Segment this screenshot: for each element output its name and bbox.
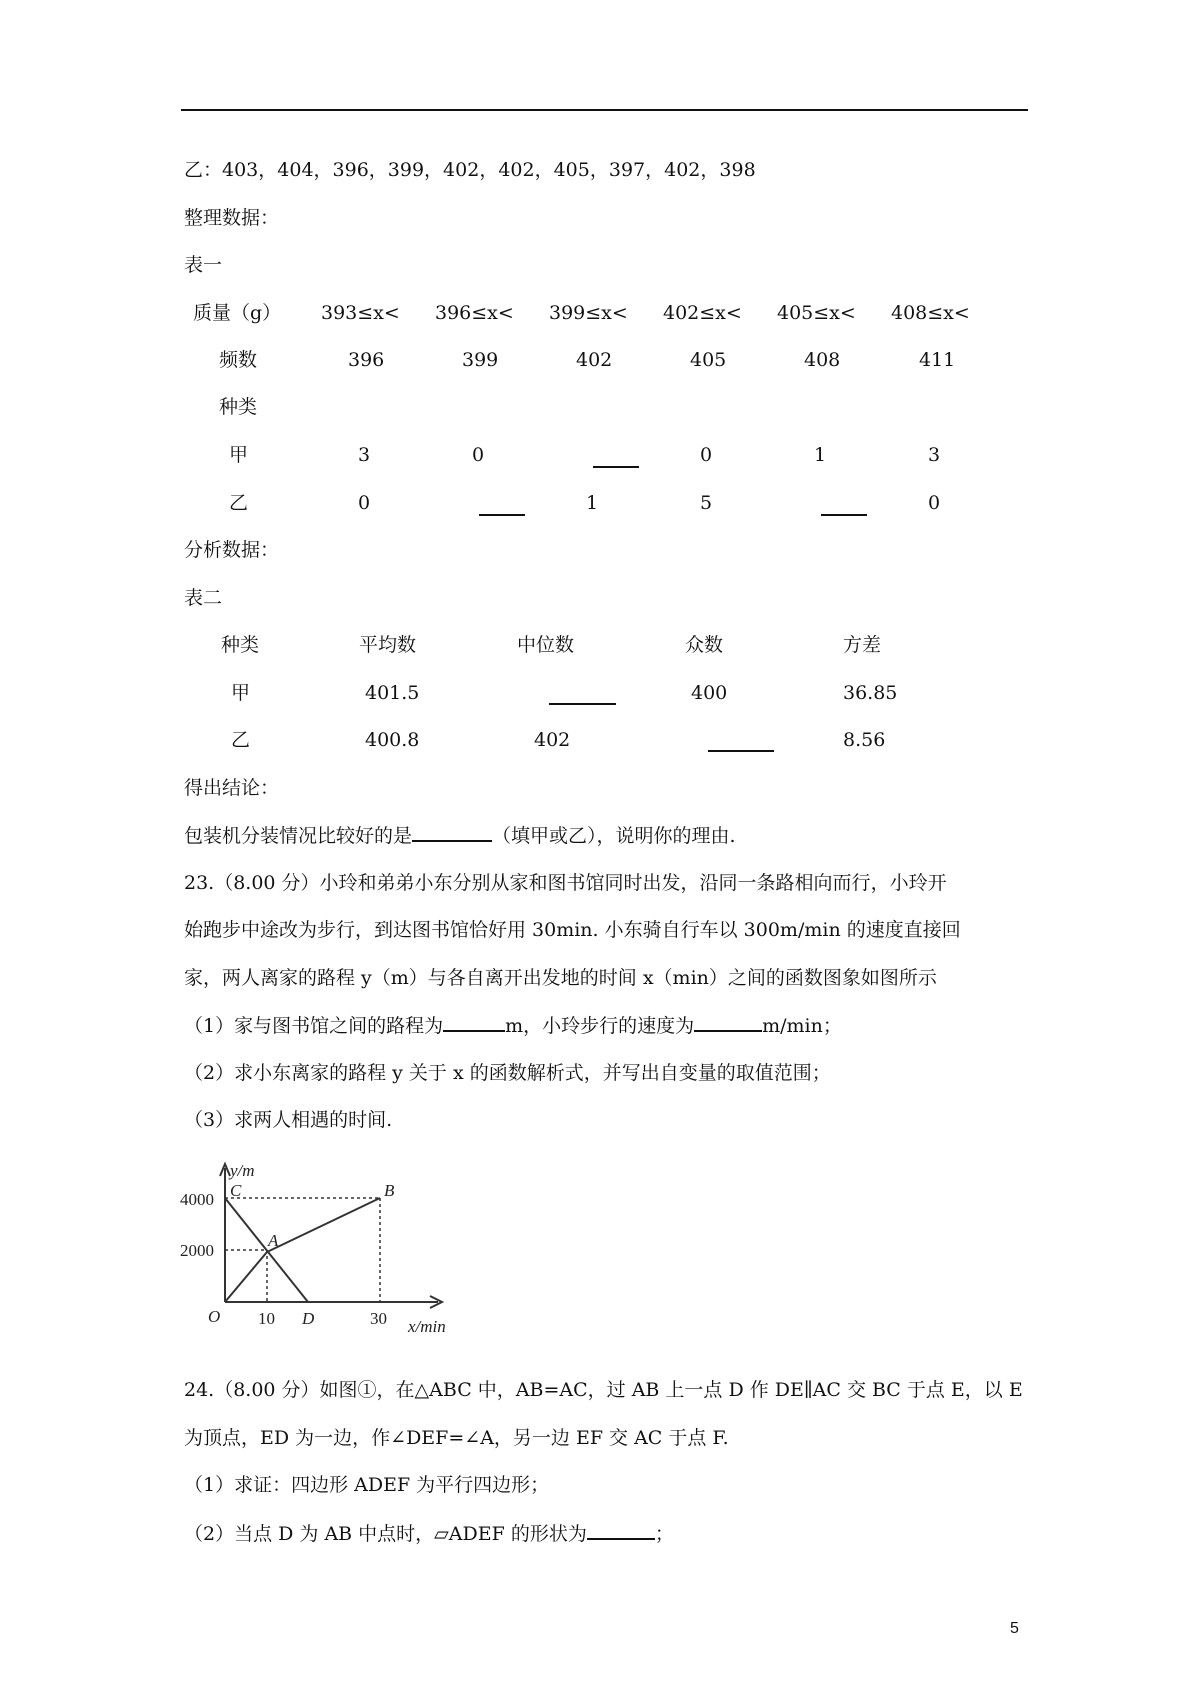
q24-part2-text: ；: [654, 1523, 674, 1545]
q23-part3: （3）求两人相遇的时间.: [184, 1109, 393, 1131]
header-rule: [181, 109, 1028, 111]
q23-text-line: 家，两人离家的路程 y（m）与各自离开出发地的时间 x（min）之间的函数图象如图所示: [184, 967, 937, 989]
point-a-label: A: [268, 1231, 279, 1250]
table1-range-top: 396≤x<: [435, 302, 514, 324]
table1-range-bottom: 405: [690, 349, 727, 371]
yi-data-line: 乙：403，404，396，399，402，402，405，397，402，398: [184, 159, 756, 181]
table1-range-bottom: 411: [919, 349, 956, 371]
table2-answer-blank[interactable]: [549, 703, 616, 705]
table2-header: 种类: [221, 634, 260, 656]
page-number: 5: [1010, 1620, 1019, 1637]
table2-header: 众数: [685, 634, 724, 656]
table1-cell: 1: [586, 492, 599, 514]
table2-header: 方差: [843, 634, 882, 656]
q23-answer-blank[interactable]: [443, 1012, 505, 1032]
table1-cell: 3: [358, 444, 371, 466]
q23-figure: [180, 1150, 480, 1340]
table1-title: 表一: [184, 254, 223, 276]
q24-part1: （1）求证：四边形 ADEF 为平行四边形；: [184, 1474, 550, 1496]
table2-row-name: 甲: [231, 682, 251, 704]
q23-part1-text: m，小玲步行的速度为: [505, 1015, 695, 1037]
table2-cell: 401.5: [365, 682, 420, 704]
table1-row-name: 乙: [229, 492, 249, 514]
q23-text-line: 始跑步中途改为步行，到达图书馆恰好用 30min. 小东骑自行车以 300m/min 的速度直接回: [184, 919, 961, 941]
table2-cell: 400: [691, 682, 728, 704]
q24-text-line: 24.（8.00 分）如图①，在△ABC 中，AB=AC，过 AB 上一点 D 作 DE∥AC 交 BC 于点 E，以 E: [184, 1379, 1023, 1401]
table2-row-name: 乙: [231, 729, 251, 751]
table2-cell: 400.8: [365, 729, 420, 751]
table1-range-top: 393≤x<: [321, 302, 400, 324]
q23-part1-text: （1）家与图书馆之间的路程为: [184, 1015, 444, 1037]
table2-header: 平均数: [359, 634, 417, 656]
point-o-label: O: [208, 1307, 221, 1326]
q23-part2: （2）求小东离家的路程 y 关于 x 的函数解析式，并写出自变量的取值范围；: [184, 1062, 831, 1084]
table2-cell: 8.56: [843, 729, 886, 751]
table2-header: 中位数: [517, 634, 575, 656]
table1-cell: 5: [700, 492, 713, 514]
table1-cell: 0: [928, 492, 941, 514]
x-tick: 10: [258, 1309, 275, 1328]
table2-title: 表二: [184, 587, 223, 609]
organize-heading: 整理数据：: [184, 207, 280, 229]
table1-range-bottom: 402: [576, 349, 613, 371]
q23-text-line: 23.（8.00 分）小玲和弟弟小东分别从家和图书馆同时出发，沿同一条路相向而行，小玲开: [184, 872, 947, 894]
table1-row-name: 甲: [229, 444, 249, 466]
q24-part2: [184, 1520, 674, 1547]
q24-answer-blank[interactable]: [587, 1520, 655, 1540]
q24-part2-text: （2）当点 D 为 AB 中点时，▱ADEF 的形状为: [184, 1523, 587, 1545]
analyze-heading: 分析数据：: [184, 539, 280, 561]
table1-kind-label: 种类: [219, 396, 258, 418]
table1-range-top: 408≤x<: [891, 302, 970, 324]
point-b-label: B: [384, 1181, 395, 1200]
table1-range-top: 402≤x<: [663, 302, 742, 324]
table1-cell: 0: [358, 492, 371, 514]
table1-range-bottom: 396: [348, 349, 385, 371]
y-axis-label: y/m: [230, 1161, 255, 1180]
table1-answer-blank[interactable]: [479, 514, 525, 516]
y-tick: 2000: [180, 1241, 214, 1260]
q22-conclusion-line: [184, 822, 736, 849]
table1-cell: 0: [472, 444, 485, 466]
table1-freq-label: 频数: [219, 349, 258, 371]
table1-cell: 3: [928, 444, 941, 466]
table1-cell: 0: [700, 444, 713, 466]
table1-range-bottom: 408: [804, 349, 841, 371]
table1-range-top: 399≤x<: [549, 302, 628, 324]
table1-answer-blank[interactable]: [821, 514, 867, 516]
q23-answer-blank[interactable]: [694, 1012, 762, 1032]
table2-cell: 402: [534, 729, 571, 751]
table1-range-bottom: 399: [462, 349, 499, 371]
y-tick: 4000: [180, 1190, 214, 1209]
table1-range-top: 405≤x<: [777, 302, 856, 324]
table2-answer-blank[interactable]: [708, 750, 774, 752]
line-ab: [267, 1198, 380, 1252]
q22-text: （填甲或乙），说明你的理由.: [492, 825, 736, 847]
point-c-label: C: [230, 1181, 242, 1200]
point-d-label: D: [302, 1309, 315, 1328]
q22-text: 包装机分装情况比较好的是: [184, 825, 413, 847]
q23-part1-text: m/min；: [762, 1015, 842, 1037]
x-axis-label: x/min: [408, 1317, 446, 1336]
line-oa: [225, 1252, 267, 1302]
table1-cell: 1: [814, 444, 827, 466]
table1-answer-blank[interactable]: [593, 466, 639, 468]
q22-answer-blank[interactable]: [412, 822, 492, 842]
x-tick: 30: [370, 1309, 387, 1328]
q24-text-line: 为顶点，ED 为一边，作∠DEF=∠A，另一边 EF 交 AC 于点 F.: [184, 1427, 729, 1449]
table1-header-label: 质量（g）: [193, 302, 282, 324]
conclusion-heading: 得出结论：: [184, 777, 280, 799]
q23-part1: [184, 1012, 842, 1039]
table2-cell: 36.85: [843, 682, 898, 704]
